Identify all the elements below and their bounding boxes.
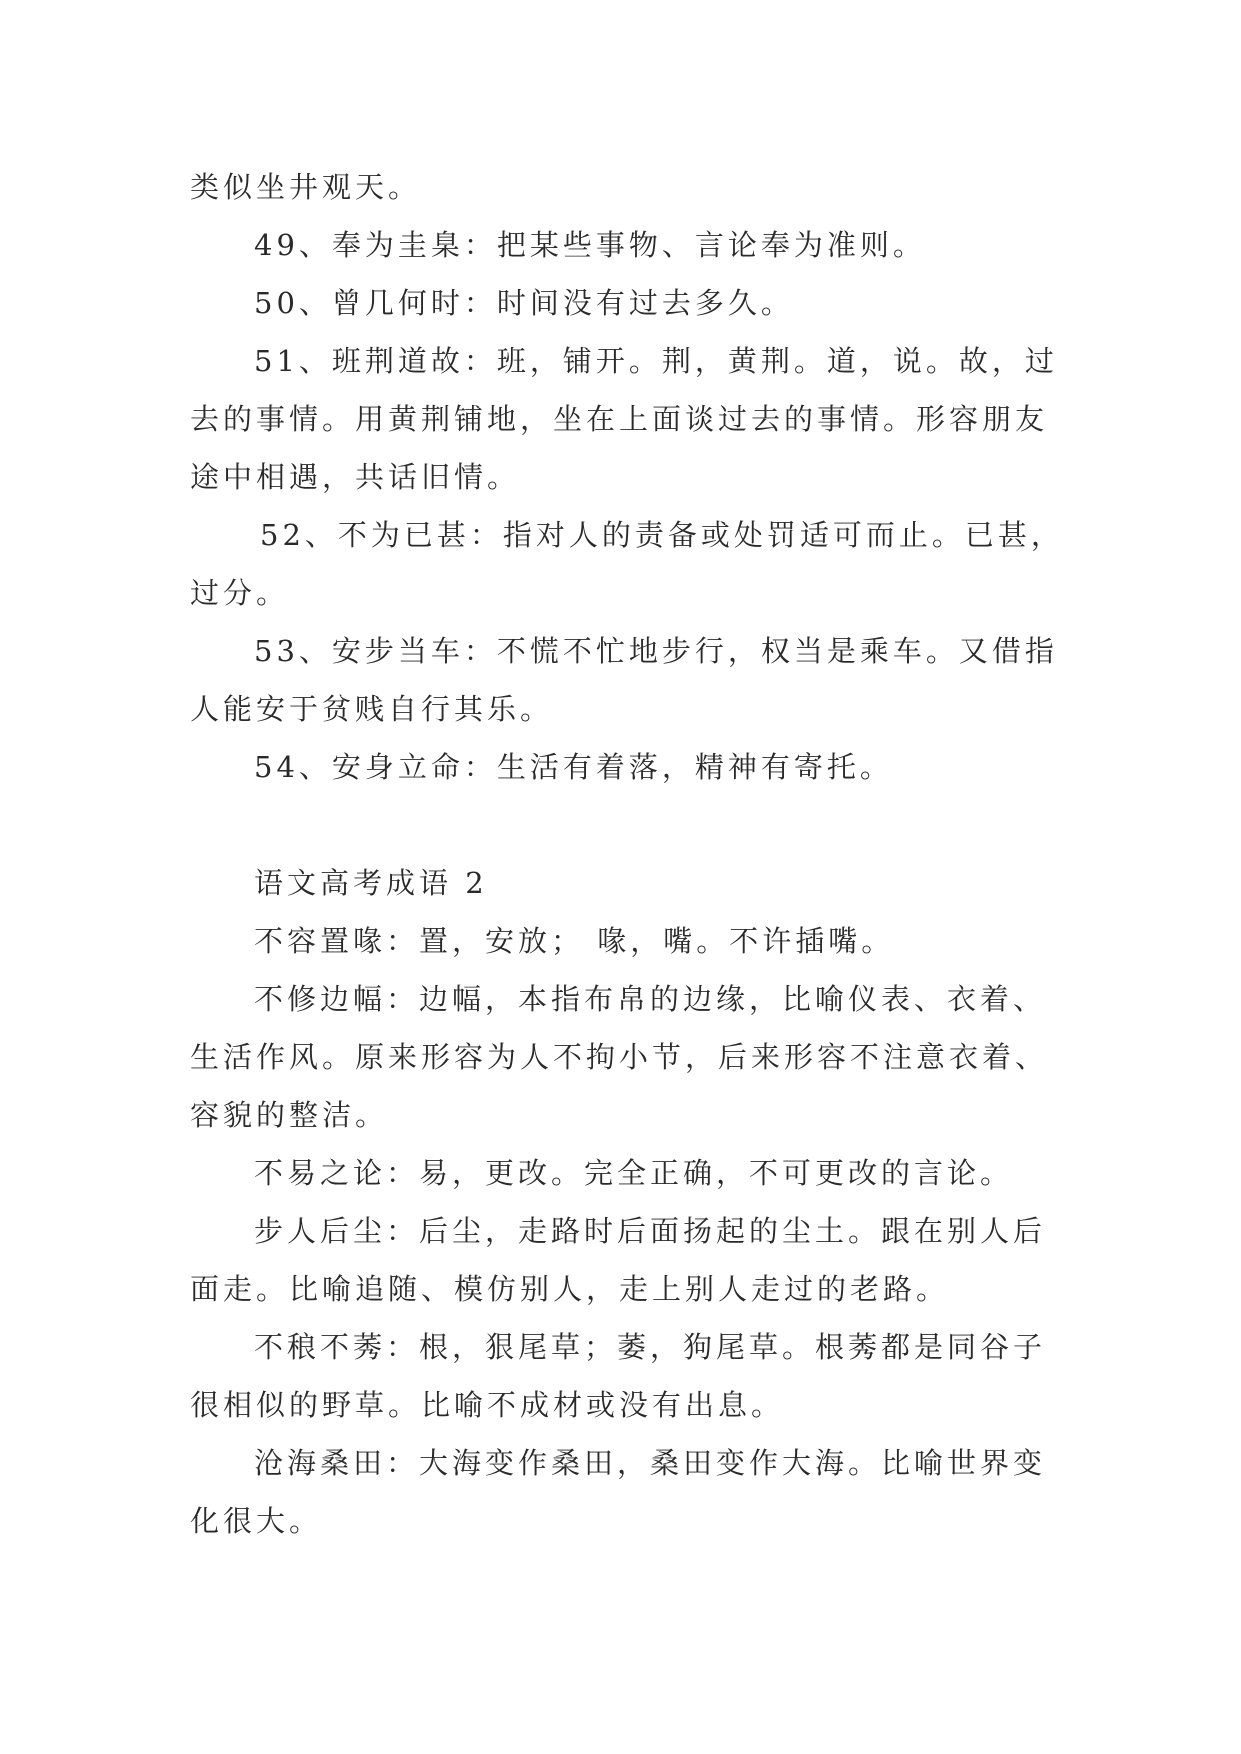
idiom-entry: 沧海桑田：大海变作桑田，桑田变作大海。比喻世界变 [254,1446,1047,1480]
text-line: 化很大。 [190,1504,323,1538]
document-body [190,158,1070,1550]
idiom-entry: 不稂不莠：根，狠尾草；萎，狗尾草。根莠都是同谷子 [254,1330,1047,1364]
section-gap [190,796,1070,854]
text-line: 容貌的整洁。 [190,1098,389,1132]
text-line: 类似坐井观天。 [190,170,422,204]
text-line: 过分。 [190,576,290,610]
idiom-entry-51: 51、班荆道故：班，铺开。荆，黄荆。道，说。故，过 [254,344,1058,378]
text-line: 去的事情。用黄荆铺地，坐在上面谈过去的事情。形容朋友 [190,402,1049,436]
idiom-entry: 不易之论：易，更改。完全正确，不可更改的言论。 [254,1156,1014,1190]
text-line: 很相似的野草。比喻不成材或没有出息。 [190,1388,785,1422]
idiom-entry-53: 53、安步当车：不慌不忙地步行，权当是乘车。又借指 [254,634,1058,668]
idiom-entry: 不修边幅：边幅，本指布帛的边缘，比喻仪表、衣着、 [254,982,1047,1016]
idiom-entry-54: 54、安身立命：生活有着落，精神有寄托。 [254,750,893,784]
idiom-entry-49: 49、奉为圭臬：把某些事物、言论奉为准则。 [254,228,926,262]
idiom-entry-52: 52、不为已甚：指对人的责备或处罚适可而止。已甚， [260,518,1064,552]
idiom-entry: 不容置喙：置，安放； 喙，嘴。不许插嘴。 [254,924,895,958]
idiom-entry-50: 50、曾几何时：时间没有过去多久。 [254,286,794,320]
section-title: 语文高考成语 2 [254,866,488,900]
text-line: 人能安于贫贱自行其乐。 [190,692,554,726]
idiom-entry: 步人后尘：后尘，走路时后面扬起的尘土。跟在别人后 [254,1214,1047,1248]
text-line: 面走。比喻追随、模仿别人，走上别人走过的老路。 [190,1272,950,1306]
text-line: 途中相遇，共话旧情。 [190,460,521,494]
text-line: 生活作风。原来形容为人不拘小节，后来形容不注意衣着、 [190,1040,1049,1074]
